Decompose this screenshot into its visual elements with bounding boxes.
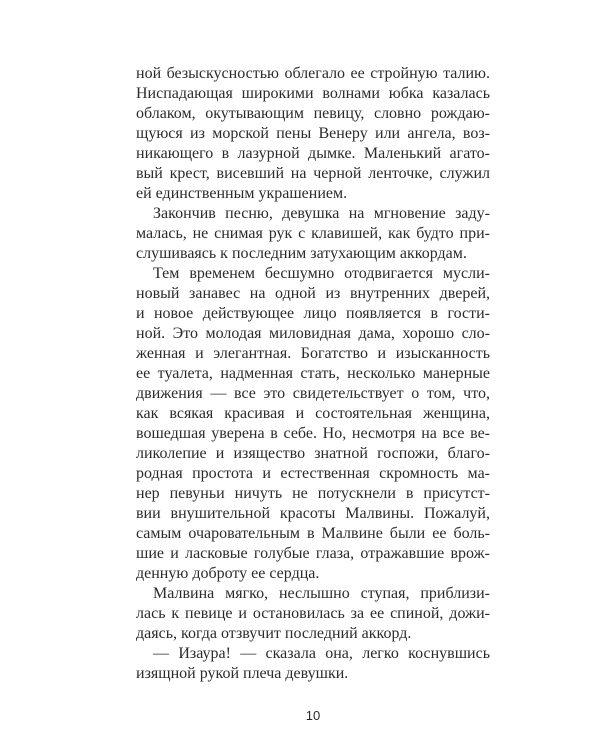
text-line: слушиваясь к последним затухающим аккордам. <box>136 245 467 262</box>
text-line: вый крест, висевший на черной ленточке, служил <box>136 165 490 182</box>
text-line: нер певуньи ничуть не потускнели в присутст- <box>136 485 490 502</box>
text-line: женная и элегантная. Богатство и изысканность <box>136 345 490 362</box>
text-line: Тем временем бесшумно отодвигается мусли- <box>153 265 490 282</box>
text-line: облаком, окутывающим певицу, словно рождаю- <box>136 105 490 122</box>
text-line: и новое действующее лицо появляется в гости- <box>136 305 490 322</box>
text-line: ей единственным украшением. <box>136 185 348 202</box>
text-line: изящной рукой плеча девушки. <box>136 665 349 682</box>
text-line: даясь, когда отзвучит последний аккорд. <box>136 625 412 642</box>
text-line: как всякая красивая и состоятельная женщина, <box>136 405 490 422</box>
text-line: новый занавес на одной из внутренних дверей, <box>136 285 490 302</box>
text-line: Закончив песню, девушка на мгновение заду- <box>153 205 490 222</box>
text-line: движения — все это свидетельствует о том, что, <box>136 385 490 402</box>
page-body-text <box>136 64 490 684</box>
paragraph <box>136 644 490 684</box>
text-line: лась к певице и остановилась за ее спиной, дожи- <box>136 605 490 622</box>
text-line: шие и ласковые голубые глаза, отражавшие врож- <box>136 545 490 562</box>
text-line: ной безыскусностью облегало ее стройную талию. <box>136 65 490 82</box>
text-line: никающего в лазурной дымке. Маленький агато- <box>136 145 490 162</box>
text-line: вошедшая уверена в себе. Но, несмотря на все ве- <box>136 425 490 442</box>
text-line: ее туалета, надменная стать, несколько манерные <box>136 365 490 382</box>
text-line: вии внушительной красоты Малвины. Пожалуй, <box>136 505 490 522</box>
text-line: — Изаура! — сказала она, легко коснувшись <box>153 645 490 662</box>
text-line: денную доброту ее сердца. <box>136 565 320 582</box>
paragraph <box>136 204 490 264</box>
paragraph <box>136 64 490 204</box>
text-line: щуюся из морской пены Венеру или ангела, воз- <box>136 125 490 142</box>
page-number: 10 <box>305 708 321 723</box>
text-line: самым очаровательным в Малвине были ее боль- <box>136 525 490 542</box>
text-line: Ниспадающая широкими волнами юбка казалась <box>136 85 490 102</box>
text-line: родная простота и естественная скромность ма- <box>136 465 490 482</box>
paragraph <box>136 584 490 644</box>
text-line: Малвина мягко, неслышно ступая, приблизи- <box>153 585 490 602</box>
text-line: малась, не снимая рук с клавишей, как будто при- <box>136 225 490 242</box>
text-line: ной. Это молодая миловидная дама, хорошо сло- <box>136 325 490 342</box>
paragraph <box>136 264 490 584</box>
text-line: ликолепие и изящество знатной госпожи, благо- <box>136 445 490 462</box>
